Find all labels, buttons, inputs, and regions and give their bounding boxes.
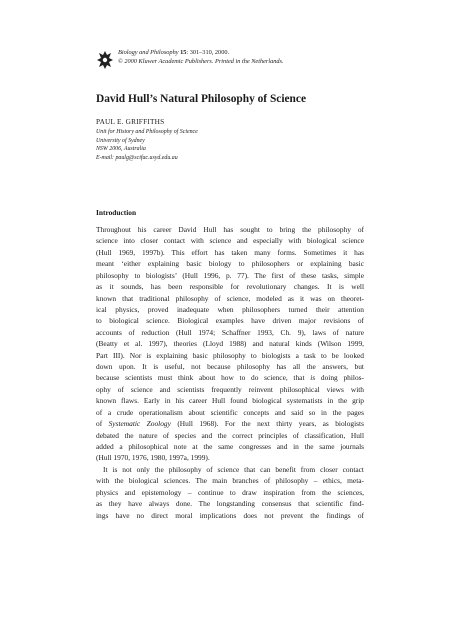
author-affiliation [96,128,198,162]
body-text [96,224,364,521]
text-line: It is not only the philosophy of science that can benefit from closer contact [103,464,364,474]
text-line: meant ‘either explaining basic biology to philosophers or explaining basic [96,259,364,269]
journal-name: Biology and Philosophy [118,49,179,56]
text-line: ophy of science and scientists frequently reinvent philosophical views with [96,384,364,394]
journal-pages: : 301–310, 2000. [186,49,230,56]
text-line: with the biological sciences. The main branches of philosophy – ethics, meta- [96,476,364,486]
text-line: science into closer contact with science and especially with biological science [96,236,364,246]
text-line: as it sounds, has been responsible for revolutionary changes. It is well [96,282,364,292]
copyright-line: © 2000 Kluwer Academic Publishers. Printed in the Netherlands. [118,58,284,66]
text-line: ical physics, proved inadequate when philosophers turned their attention [96,304,364,314]
text-line: of a crude operationalism about scientific concepts and said so in the pages [96,407,364,417]
text-line: as they have always done. The longstanding consensus that scientific find- [96,499,364,509]
text-line: philosophy to biologists’ (Hull 1996, p. 77). The first of these tasks, simple [96,270,364,280]
text-line: to biological science. Biological examples have driven major revisions of [96,316,364,326]
text-line: because scientists must think about how to do science, that is doing philos- [96,373,364,383]
text-line: added a philosophical note at the same congresses and in the same journals [96,442,364,452]
affiliation-university: University of Sydney [96,137,145,144]
text-line: debated the nature of species and the correct principles of classification, Hull [96,430,364,440]
text-line: Throughout his career David Hull has sought to bring the philosophy of [96,225,364,234]
text-line: down upon. It is useful, not because philosophy has all the answers, but [96,362,364,372]
text-line: of Systematic Zoology (Hull 1968). For the next thirty years, as biologists [96,419,364,429]
text-line: Part III). Nor is explaining basic philosophy to biologists a task to be looked [96,350,364,360]
text-line: ings have no direct moral implications does not prevent the findings of [96,510,364,520]
affiliation-location: NSW 2006, Australia [96,146,146,153]
text-line: known that traditional philosophy of science, modeled as it was on theoret- [96,293,364,303]
author-name: PAUL E. GRIFFITHS [96,117,165,126]
article-title: David Hull’s Natural Philosophy of Science [96,93,307,105]
affiliation-unit: Unit for History and Philosophy of Science [96,129,198,135]
affiliation-email: E-mail: paulg@scifac.usyd.edu.au [96,154,178,161]
journal-volume: 15 [180,49,187,56]
text-line: (Hull 1970, 1976, 1980, 1997a, 1999). [96,453,210,463]
section-heading: Introduction [96,208,137,217]
text-line: (Beatty et al. 1997), theories (Lloyd 1988) and natural kinds (Wilson 1999, [96,339,364,349]
publication-info [118,48,284,67]
text-line: accounts of reduction (Hull 1974; Schaffner 1993, Ch. 9), laws of nature [96,327,364,337]
text-line: (Hull 1969, 1997b). This effort has taken many forms. Sometimes it has [96,247,364,257]
text-line: physics and epistemology – continue to draw inspiration from the sciences, [96,487,364,497]
text-line: known flaws. Early in his career Hull found biological systematists in the grip [96,396,364,406]
publisher-logo [96,50,114,70]
